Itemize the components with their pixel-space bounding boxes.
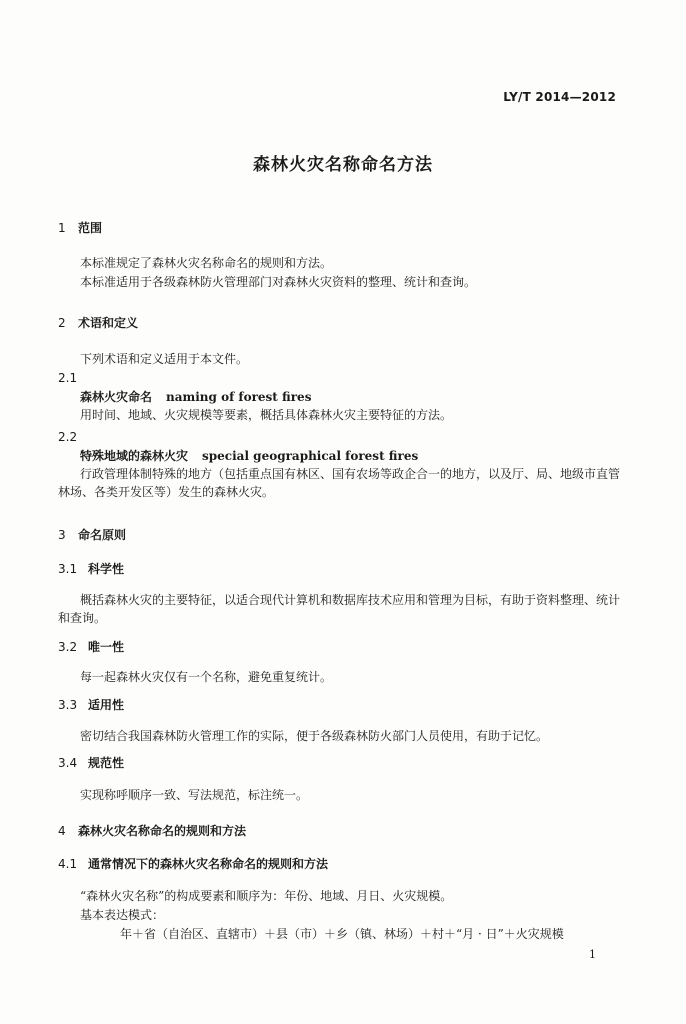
clause-title: 通常情况下的森林火灾名称命名的规则和方法	[88, 857, 329, 871]
term-entry	[58, 447, 650, 465]
clause-heading	[58, 754, 628, 772]
section-heading-2	[58, 314, 628, 332]
paragraph: “森林火灾名称”的构成要素和顺序为：年份、地域、月日、火灾规模。	[80, 889, 453, 903]
page-number: 1	[589, 948, 596, 961]
section-title: 森林火灾名称命名的规则和方法	[78, 824, 247, 838]
naming-formula: 年＋省（自治区、直辖市）＋县（市）＋乡（镇、林场）＋村＋“月 · 日”＋火灾规模	[120, 927, 564, 941]
section-heading-3	[58, 526, 628, 544]
section-heading-4	[58, 822, 628, 840]
paragraph: 每一起森林火灾仅有一个名称，避免重复统计。	[80, 670, 333, 684]
clause-heading	[58, 560, 628, 578]
term-chinese: 特殊地域的森林火灾	[80, 449, 189, 463]
clause-number: 3.1	[58, 562, 78, 576]
term-english: naming of forest fires	[166, 390, 312, 404]
paragraph: 密切结合我国森林防火管理工作的实际，便于各级森林防火部门人员使用，有助于记忆。	[80, 729, 549, 743]
term-number: 2.2	[58, 430, 78, 444]
clause-heading	[58, 855, 628, 873]
paragraph: 下列术语和定义适用于本文件。	[80, 352, 249, 366]
clause-title: 唯一性	[88, 640, 125, 654]
term-definition: 用时间、地域、火灾规模等要素，概括具体森林火灾主要特征的方法。	[80, 408, 453, 422]
section-number: 3	[58, 528, 66, 542]
section-number: 4	[58, 824, 66, 838]
clause-number: 4.1	[58, 857, 78, 871]
paragraph: 实现称呼顺序一致、写法规范，标注统一。	[80, 788, 309, 802]
standard-code: LY/T 2014—2012	[503, 90, 616, 104]
paragraph: 本标准规定了森林火灾名称命名的规则和方法。	[80, 256, 333, 270]
section-title: 术语和定义	[78, 316, 139, 330]
term-number: 2.1	[58, 371, 78, 385]
clause-title: 科学性	[88, 562, 125, 576]
paragraph: 本标准适用于各级森林防火管理部门对森林火灾资料的整理、统计和查询。	[80, 275, 477, 289]
clause-heading	[58, 638, 628, 656]
clause-number: 3.3	[58, 698, 78, 712]
term-definition: 行政管理体制特殊的地方（包括重点国有林区、国有农场等政企合一的地方，以及厅、局、地级市直管林场、各类开发区等）发生的森林火灾。	[58, 467, 621, 499]
document-title: 森林火灾名称命名方法	[253, 155, 433, 175]
clause-title: 规范性	[88, 756, 125, 770]
paragraph: 概括森林火灾的主要特征，以适合现代计算机和数据库技术应用和管理为目标，有助于资料整理、统计和查询。	[58, 593, 621, 625]
term-english: special geographical forest fires	[202, 449, 419, 463]
section-title: 范围	[78, 221, 103, 235]
paragraph: 基本表达模式：	[80, 908, 165, 922]
section-title: 命名原则	[78, 528, 127, 542]
section-number: 1	[58, 221, 66, 235]
clause-number: 3.4	[58, 756, 78, 770]
section-heading-1	[58, 219, 628, 237]
term-chinese: 森林火灾命名	[80, 390, 153, 404]
term-entry	[58, 388, 650, 406]
clause-heading	[58, 696, 628, 714]
section-number: 2	[58, 316, 66, 330]
clause-number: 3.2	[58, 640, 78, 654]
clause-title: 适用性	[88, 698, 125, 712]
